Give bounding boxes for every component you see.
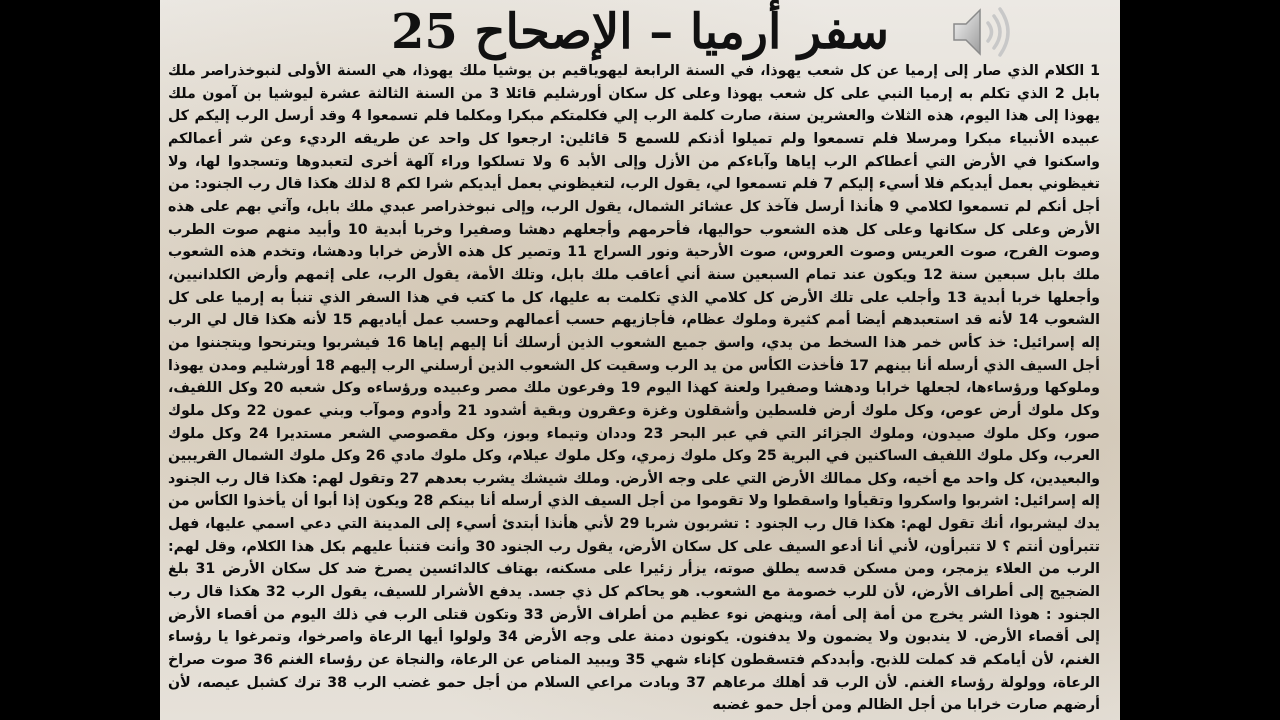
slide (160, 0, 1120, 720)
speaker-icon[interactable] (950, 2, 1014, 62)
slide-title: سفر أرميا – الإصحاح 25 (390, 4, 890, 60)
chapter-text: 1 الكلام الذي صار إلى إرميا عن كل شعب يهوذا، في السنة الرابعة ليهوياقيم بن يوشيا ملك يهوذا، هي السنة الأولى لنبوخذراصر ملك بابل 2 الذي تكلم به إرميا النبي على كل شعب يهوذا وعلى كل سكان أورشليم قائلا 3 من السنة الثالثة عشرة ليوشيا بن آمون ملك يهوذا إلى هذا اليوم، هذه الثلاث والعشرين سنة، صارت كلمة الرب إلي فكلمتكم مبكرا ومكلما فلم تسمعوا 4 وقد أرسل الرب إليكم كل عبيده الأنبياء مبكرا ومرسلا فلم تسمعوا ولم تميلوا أذنكم للسمع 5 قائلين: ارجعوا كل واحد عن طريقه الرديء وعن شر أعمالكم واسكنوا في الأرض التي أعطاكم الرب إياها وآباءكم من الأزل وإلى الأبد 6 ولا تسلكوا وراء آلهة أخرى لتعبدوها وتسجدوا لها، ولا تغيظوني بعمل أيديكم فلا أسيء إليكم 7 فلم تسمعوا لي، يقول الرب، لتغيظوني بعمل أيديكم شرا لكم 8 لذلك هكذا قال رب الجنود: من أجل أنكم لم تسمعوا لكلامي 9 هأنذا أرسل فآخذ كل عشائر الشمال، يقول الرب، وإلى نبوخذراصر عبدي ملك بابل، وآتي بهم على هذه الأرض وعلى كل سكانها وعلى كل هذه الشعوب حواليها، فأحرمهم وأجعلهم دهشا وصفيرا وخربا أبدية 10 وأبيد منهم صوت الطرب وصوت الفرح، صوت العريس وصوت العروس، صوت الأرحية ونور السراج 11 وتصير كل هذه الأرض خرابا ودهشا، وتخدم هذه الشعوب ملك بابل سبعين سنة 12 ويكون عند تمام السبعين سنة أني أعاقب ملك بابل، وتلك الأمة، يقول الرب، على إثمهم وأرض الكلدانيين، وأجعلها خربا أبدية 13 وأجلب على تلك الأرض كل كلامي الذي تكلمت به عليها، كل ما كتب في هذا السفر الذي تنبأ به إرميا على كل الشعوب 14 لأنه قد استعبدهم أيضا أمم كثيرة وملوك عظام، فأجازيهم حسب أعمالهم وحسب عمل أياديهم 15 لأنه هكذا قال لي الرب إله إسرائيل: خذ كأس خمر هذا السخط من يدي، واسق جميع الشعوب الذين أرسلك أنا إليهم إياها 16 فيشربوا ويترنحوا ويتجننوا من أجل السيف الذي أرسله أنا بينهم 17 فأخذت الكأس من يد الرب وسقيت كل الشعوب الذين أرسلني الرب إليهم 18 أورشليم ومدن يهوذا وملوكها ورؤساءها، لجعلها خرابا ودهشا وصفيرا ولعنة كهذا اليوم 19 وفرعون ملك مصر وعبيده ورؤساءه وكل شعبه 20 وكل اللفيف، وكل ملوك أرض عوص، وكل ملوك أرض فلسطين وأشقلون وغزة وعقرون وبقية أشدود 21 وأدوم وموآب وبني عمون 22 وكل ملوك صور، وكل ملوك صيدون، وملوك الجزائر التي في عبر البحر 23 وددان وتيماء وبوز، وكل مقصوصي الشعر مستديرا 24 وكل ملوك العرب، وكل ملوك اللفيف الساكنين في البرية 25 وكل ملوك زمري، وكل ملوك عيلام، وكل ملوك مادي 26 وكل ملوك الشمال القريبين والبعيدين، كل واحد مع أخيه، وكل ممالك الأرض التي على وجه الأرض. وملك شيشك يشرب بعدهم 27 وتقول لهم: هكذا قال رب الجنود إله إسرائيل: اشربوا واسكروا وتقيأوا واسقطوا ولا تقوموا من أجل السيف الذي أرسله أنا بينكم 28 ويكون إذا أبوا أن يأخذوا الكأس من يدك ليشربوا، أنك تقول لهم: هكذا قال رب الجنود : تشربون شربا 29 لأني هأنذا أبتدئ أسيء إلى المدينة التي دعي اسمي عليها، فهل تتبرأون أنتم ؟ لا تتبرأون، لأني أنا أدعو السيف على كل سكان الأرض، يقول رب الجنود 30 وأنت فتنبأ عليهم بكل هذا الكلام، وقل لهم: الرب من العلاء يزمجر، ومن مسكن قدسه يطلق صوته، يزأر زئيرا على مسكنه، بهتاف كالدائسين يصرخ ضد كل سكان الأرض 31 بلغ الضجيج إلى أطراف الأرض، لأن للرب خصومة مع الشعوب. هو يحاكم كل ذي جسد. يدفع الأشرار للسيف، يقول الرب 32 هكذا قال رب الجنود : هوذا الشر يخرج من أمة إلى أمة، وينهض نوء عظيم من أطراف الأرض 33 وتكون قتلى الرب في ذلك اليوم من أقصاء الأرض إلى أقصاء الأرض. لا يندبون ولا يضمون ولا يدفنون. يكونون دمنة على وجه الأرض 34 ولولوا أيها الرعاة واصرخوا، وتمرغوا يا رؤساء الغنم، لأن أيامكم قد كملت للذبح. وأبددكم فتسقطون كإناء شهي 35 ويبيد المناص عن الرعاة، والنجاة عن رؤساء الغنم 36 صوت صراخ الرعاة، وولولة رؤساء الغنم. لأن الرب قد أهلك مرعاهم 37 وبادت مراعي السلام من أجل حمو غضب الرب 38 ترك كشبل عيصه، لأن أرضهم صارت خرابا من أجل الظالم ومن أجل حمو غضبه (168, 63, 1100, 714)
